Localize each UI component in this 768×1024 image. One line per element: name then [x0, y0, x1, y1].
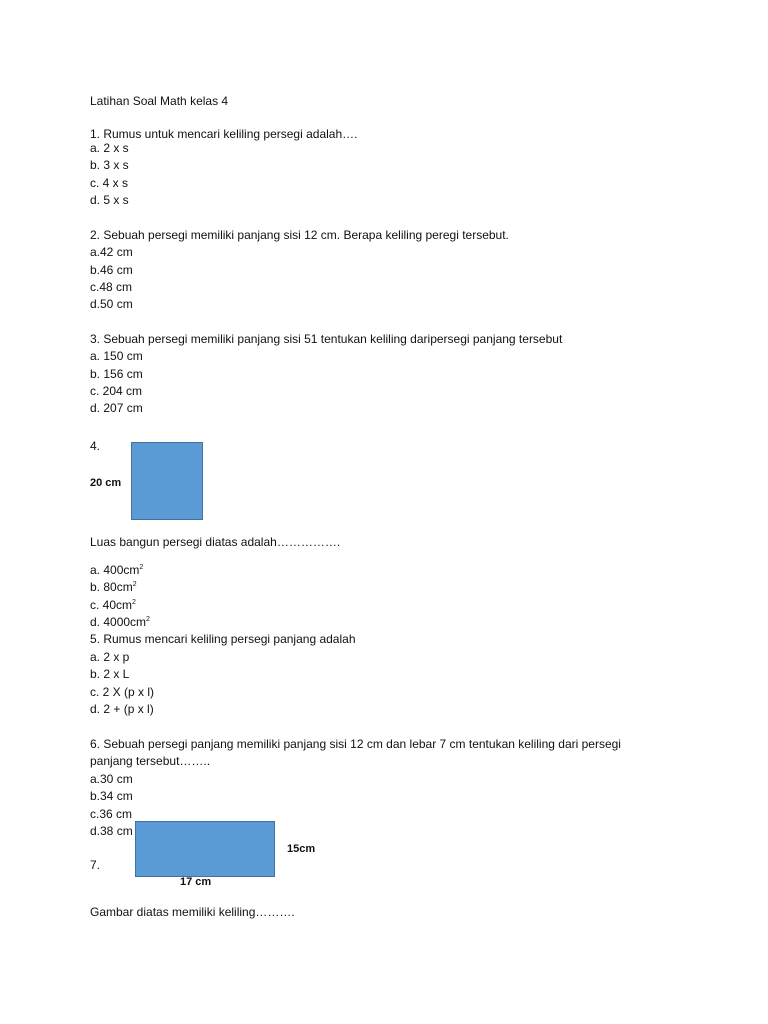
worksheet-title: Latihan Soal Math kelas 4: [90, 94, 229, 108]
q5-option-d: d. 2 + (p x l): [90, 702, 154, 716]
q2-option-b: b.46 cm: [90, 263, 133, 277]
q4-option-a-text: a. 400cm: [90, 563, 140, 577]
q2-option-d: d.50 cm: [90, 297, 133, 311]
q2-option-a: a.42 cm: [90, 245, 133, 259]
question-1: 1. Rumus untuk mencari keliling persegi adalah….: [90, 127, 358, 141]
q4-option-b-text: b. 80cm: [90, 580, 133, 594]
question-7: Gambar diatas memiliki keliling……….: [90, 905, 295, 919]
q1-option-d: d. 5 x s: [90, 193, 129, 207]
rectangle-height-label: 15cm: [287, 843, 316, 855]
q4-option-d-exponent: 2: [146, 616, 150, 623]
q6-option-c: c.36 cm: [90, 807, 133, 821]
rectangle-width-label: 17 cm: [180, 876, 212, 888]
q3-option-c: c. 204 cm: [90, 384, 143, 398]
q4-option-b-exponent: 2: [132, 581, 137, 588]
q6-option-d: d.38 cm: [90, 824, 133, 838]
q1-option-b: b. 3 x s: [90, 158, 129, 172]
q3-option-b: b. 156 cm: [90, 367, 143, 381]
q6-option-b: b.34 cm: [90, 789, 133, 803]
square-side-label: 20 cm: [90, 477, 122, 489]
q3-option-a: a. 150 cm: [90, 349, 143, 363]
q6-option-a: a.30 cm: [90, 772, 133, 786]
q4-option-c-exponent: 2: [132, 599, 136, 606]
question-4: Luas bangun persegi diatas adalah…………….: [90, 535, 341, 549]
question-5: 5. Rumus mencari keliling persegi panjang adalah: [90, 632, 356, 646]
q4-option-c-text: c. 40cm: [90, 598, 133, 612]
q5-option-a: a. 2 x p: [90, 650, 130, 664]
q4-option-a-exponent: 2: [139, 564, 144, 571]
question-6-line-1: 6. Sebuah persegi panjang memiliki panjang sisi 12 cm dan lebar 7 cm tentukan keliling dari persegi: [90, 737, 621, 751]
question-4-number: 4.: [90, 439, 101, 453]
square-figure: [131, 442, 203, 520]
q4-option-b: [90, 579, 137, 596]
q4-option-a: [90, 562, 143, 579]
question-3: 3. Sebuah persegi memiliki panjang sisi 51 tentukan keliling daripersegi panjang tersebut: [90, 332, 563, 346]
q3-option-d: d. 207 cm: [90, 401, 143, 415]
q4-option-d-text: d. 4000cm: [90, 615, 147, 629]
q4-option-d: [90, 614, 150, 631]
question-6-line-2: panjang tersebut……..: [90, 754, 211, 768]
q5-option-c: c. 2 X (p x l): [90, 685, 155, 699]
q1-option-c: c. 4 x s: [90, 176, 129, 190]
rectangle-figure: [135, 821, 275, 877]
q2-option-c: c.48 cm: [90, 280, 133, 294]
q1-option-a: a. 2 x s: [90, 141, 129, 155]
q5-option-b: b. 2 x L: [90, 667, 130, 681]
question-7-number: 7.: [90, 858, 101, 872]
question-2: 2. Sebuah persegi memiliki panjang sisi 12 cm. Berapa keliling peregi tersebut.: [90, 228, 509, 242]
q4-option-c: [90, 597, 136, 614]
